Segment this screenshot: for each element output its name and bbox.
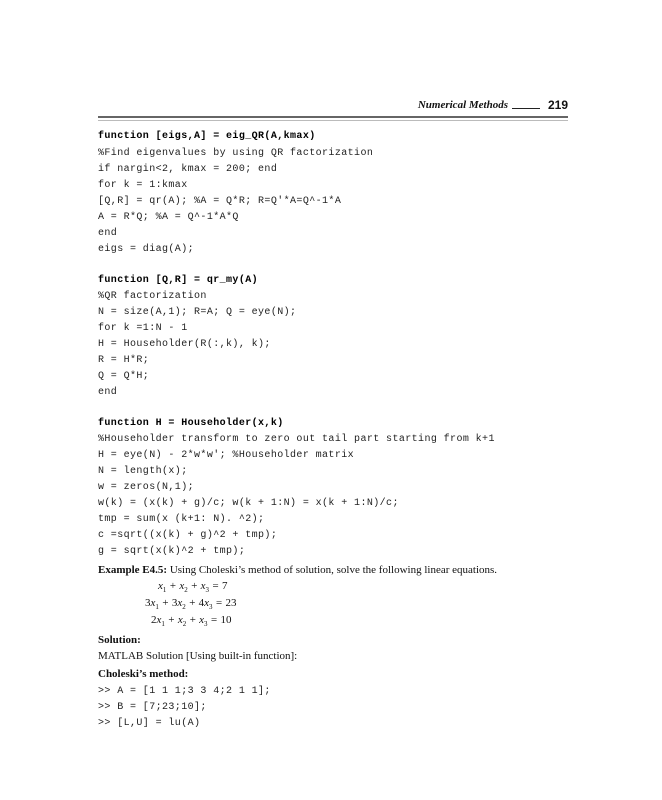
equation-2: $3x_1 + 3x_2 + 4x_3 = 23$ [145, 597, 237, 612]
code-line: end [98, 387, 118, 398]
code-line: %Householder transform to zero out tail part starting from k+1 [98, 434, 495, 445]
choleski-method-label: Choleski’s method: [98, 668, 189, 680]
example-statement [98, 564, 497, 576]
equation-3: $2x_1 + x_2 + x_3 = 10$ [151, 614, 232, 629]
page-number: 219 [547, 98, 568, 112]
code-line: H = eye(N) - 2*w*w'; %Householder matrix [98, 450, 355, 461]
header-rule [98, 116, 568, 118]
header-title: Numerical Methods [417, 99, 508, 111]
code-line: tmp = sum(x (k+1: N). ^2); [98, 514, 265, 525]
code-line: g = sqrt(x(k)^2 + tmp); [98, 546, 246, 557]
equation-1: $x_1 + x_2 + x_3 = 7$ [158, 580, 228, 595]
example-label: Example E4.5: [98, 564, 168, 576]
header-dash [512, 108, 540, 109]
matlab-solution-line: MATLAB Solution [Using built-in function]: [98, 650, 298, 662]
code-line: Q = Q*H; [98, 371, 150, 382]
code-line: A = R*Q; %A = Q^-1*A*Q [98, 212, 239, 223]
code-line: eigs = diag(A); [98, 244, 195, 255]
code-line: H = Householder(R(:,k), k); [98, 339, 271, 350]
code-line: [Q,R] = qr(A); %A = Q*R; R=Q'*A=Q^-1*A [98, 196, 342, 207]
code-line-function-eig-qr: function [eigs,A] = eig_QR(A,kmax) [98, 131, 316, 142]
code-line: end [98, 228, 118, 239]
code-line: >> [L,U] = lu(A) [98, 718, 201, 729]
example-text: Using Choleski’s method of solution, solve the following linear equations. [169, 564, 498, 576]
solution-label: Solution: [98, 634, 141, 646]
code-line: N = size(A,1); R=A; Q = eye(N); [98, 307, 297, 318]
code-line: N = length(x); [98, 466, 188, 477]
code-line: R = H*R; [98, 355, 150, 366]
code-line: for k =1:N - 1 [98, 323, 188, 334]
code-line: for k = 1:kmax [98, 180, 188, 191]
code-line: >> B = [7;23;10]; [98, 702, 207, 713]
running-header [400, 99, 568, 117]
code-line: c =sqrt((x(k) + g)^2 + tmp); [98, 530, 278, 541]
code-line: w = zeros(N,1); [98, 482, 195, 493]
code-line: w(k) = (x(k) + g)/c; w(k + 1:N) = x(k + 1:N)/c; [98, 498, 399, 509]
code-line-function-qr-my: function [Q,R] = qr_my(A) [98, 275, 259, 286]
code-line: if nargin<2, kmax = 200; end [98, 164, 278, 175]
code-line: %QR factorization [98, 291, 207, 302]
header-rule-thin [98, 120, 568, 121]
code-line-function-householder: function H = Householder(x,k) [98, 418, 284, 429]
code-line: %Find eigenvalues by using QR factorization [98, 148, 374, 159]
code-line: >> A = [1 1 1;3 3 4;2 1 1]; [98, 686, 271, 697]
